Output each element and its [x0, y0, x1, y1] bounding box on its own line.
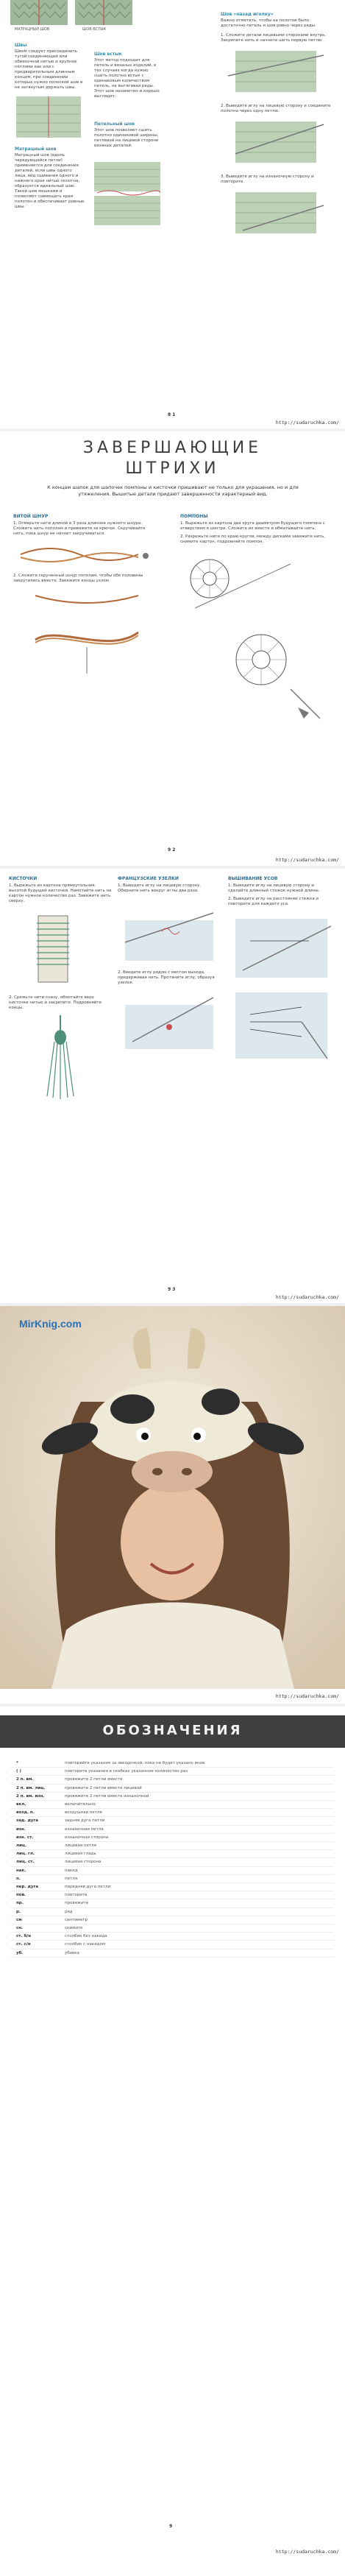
- page-finishing: [0, 431, 345, 866]
- legend-meaning: повторяйте указания за звездочкой, пока не будет указано иное: [65, 1761, 205, 1765]
- legend-meaning: повторите указания в скобках указанное количество раз: [65, 1769, 188, 1774]
- legend-list: [10, 1760, 334, 1958]
- section-heading: ВИТОЙ ШНУР: [13, 514, 49, 519]
- source-url[interactable]: http://sudaruchka.com/: [275, 420, 339, 426]
- page-footer: [0, 2541, 345, 2576]
- section-body: 1. Выведите иглу на лицевую сторону. Оберните нить вокруг иглы два раза.: [118, 883, 202, 893]
- legend-abbreviation: лиц.: [16, 1843, 27, 1849]
- whiskers-illustration: [228, 911, 335, 1073]
- tassel-finished-illustration: [9, 1015, 112, 1104]
- pompom-illustration: [180, 549, 331, 733]
- section-heading: Петельный шов: [94, 121, 135, 127]
- cord-fold-illustration: [13, 588, 157, 677]
- source-url[interactable]: http://sudaruchka.com/: [275, 857, 339, 863]
- legend-abbreviation: ст. б/н: [16, 1934, 32, 1939]
- section-heading: Шов встык: [94, 52, 122, 57]
- section-body: 2. Выведите иглу на расстоянии стежка и повторите для каждого уса.: [228, 897, 319, 906]
- legend-row: [10, 1817, 334, 1825]
- legend-meaning: повторите: [65, 1893, 88, 1898]
- legend-abbreviation: п.: [16, 1876, 21, 1881]
- twisted-cord-column: [13, 514, 157, 680]
- cord-twist-illustration: [13, 541, 157, 568]
- legend-row: [10, 1924, 334, 1933]
- legend-row: [10, 1768, 334, 1776]
- legend-row: [10, 1933, 334, 1941]
- legend-row: [10, 1801, 334, 1809]
- legend-abbreviation: зад. дуга: [16, 1818, 38, 1824]
- legend-row: [10, 1941, 334, 1949]
- legend-meaning: провяжите 2 петли вместе изнаночной: [65, 1793, 149, 1799]
- page-tassels: [0, 869, 345, 1303]
- legend-row: [10, 1891, 334, 1899]
- knot-step2-illustration: [118, 990, 221, 1056]
- section-heading: Матрацный шов: [15, 147, 57, 152]
- section-body: 2. Срежьте нити снизу, обмотайте верх кисточки нитью и закрепите. Подровняйте концы.: [9, 995, 102, 1010]
- legend-meaning: убавка: [65, 1950, 79, 1955]
- legend-row: [10, 1858, 334, 1866]
- legend-abbreviation: р.: [16, 1909, 21, 1914]
- legend-abbreviation: лиц. гл.: [16, 1852, 35, 1857]
- legend-abbreviation: вкл.: [16, 1802, 26, 1807]
- section-body: 2. Разрежьте нити по краю кругов, между дисками завяжите нить, снимите картон, подровняйте помпон.: [180, 534, 325, 544]
- legend-row: [10, 1875, 334, 1883]
- intro-paragraph: К концам шапок для шапочек помпоны и кисточки пришивают не только для украшения, но и для утяжеления. Вышитые детали придают завершенности характерный вид.: [47, 484, 299, 497]
- legend-row: [10, 1842, 334, 1850]
- page-number: 9 2: [168, 847, 176, 853]
- backstitch-step2-illustration: [221, 117, 331, 169]
- section-body: Этот метод подходит для петель и вязаных изделий, в тех случаях когда нужно сшить полотно встык с одинаковым количеством петель, не вытягивая ряды. Этот шов незаметен и хорошо выглядит.: [94, 58, 160, 99]
- legend-row: [10, 1949, 334, 1958]
- section-body: 2. Введите иглу рядом с местом выхода, придерживая нить. Протяните иглу, образуя узелок.: [118, 970, 215, 985]
- legend-abbreviation: 2 п. вм. изн.: [16, 1793, 45, 1799]
- legend-row: [10, 1883, 334, 1891]
- legend-meaning: воздушная петля: [65, 1810, 102, 1815]
- section-heading: ФРАНЦУЗСКИЕ УЗЕЛКИ: [118, 876, 179, 881]
- legend-meaning: сантиметр: [65, 1917, 88, 1922]
- legend-meaning: задняя дуга петли: [65, 1818, 105, 1824]
- tassels-column: [9, 876, 112, 1107]
- legend-abbreviation: изн. ст.: [16, 1835, 34, 1840]
- legend-abbreviation: лиц. ст.: [16, 1860, 35, 1865]
- section-heading: ПОМПОНЫ: [180, 514, 208, 519]
- page-seams: [0, 0, 345, 428]
- legend-title: ОБОЗНАЧЕНИЯ: [102, 1723, 243, 1738]
- section-heading: ВЫШИВАНИЕ УСОВ: [228, 876, 278, 881]
- swatch-label-butt: ШОВ ВСТЫК: [82, 27, 107, 32]
- french-knot-column: [118, 876, 221, 1059]
- legend-abbreviation: возд. п.: [16, 1810, 35, 1815]
- legend-row: [10, 1908, 334, 1916]
- section-body: 1. Выведите иглу на лицевую сторону и сделайте длинный стежок нужной длины.: [228, 883, 320, 893]
- legend-abbreviation: пов.: [16, 1893, 26, 1898]
- legend-meaning: накид: [65, 1868, 78, 1873]
- legend-abbreviation: 2 п. вм. лиц.: [16, 1785, 46, 1790]
- page-number: 9 3: [168, 1287, 176, 1292]
- section-body: 1. Вырежьте из картона два круга диаметром будущего помпона с отверстием в центре. Сложите их вместе и обматывайте нить.: [180, 521, 325, 531]
- page-title-line1: ЗАВЕРШАЮЩИЕ: [82, 439, 263, 457]
- legend-abbreviation: уб.: [16, 1950, 24, 1955]
- section-heading: КИСТОЧКИ: [9, 876, 38, 881]
- legend-meaning: изнаночная петля: [65, 1827, 104, 1832]
- source-url[interactable]: http://sudaruchka.com/: [275, 2549, 339, 2555]
- cow-hat-photo: [0, 1306, 345, 1689]
- section-heading: Швы: [15, 43, 27, 48]
- legend-row: [10, 1826, 334, 1834]
- whiskers-column: [228, 876, 335, 1076]
- legend-row: [10, 1809, 334, 1817]
- legend-row: [10, 1867, 334, 1875]
- legend-meaning: лицевая петля: [65, 1843, 96, 1849]
- legend-meaning: лицевая сторона: [65, 1860, 102, 1865]
- legend-abbreviation: ( ): [16, 1769, 21, 1774]
- legend-abbreviation: *: [16, 1761, 18, 1765]
- legend-meaning: провяжите: [65, 1901, 89, 1906]
- legend-meaning: столбик без накида: [65, 1934, 107, 1939]
- legend-row: [10, 1785, 334, 1793]
- legend-abbreviation: сн.: [16, 1926, 24, 1931]
- legend-meaning: провяжите 2 петли вместе лицевой: [65, 1785, 142, 1790]
- legend-meaning: петля: [65, 1876, 78, 1881]
- step-text: 2. Выведите иглу на лицевую сторону и соедините полотна через одну петлю.: [221, 104, 331, 113]
- legend-meaning: снимите: [65, 1926, 83, 1931]
- legend-abbreviation: изн.: [16, 1827, 26, 1832]
- legend-meaning: провяжите 2 петли вместе: [65, 1777, 123, 1782]
- pompom-column: [180, 514, 331, 736]
- legend-abbreviation: см: [16, 1917, 22, 1922]
- knot-step1-illustration: [118, 898, 221, 964]
- section-body: Швом следует присоединить тугой соединяющей или обвязочной нитью и крупное петлями как или с предварительным длинным концом, при соединении которых нужно полоской шов и не затянутым держать швы.: [15, 49, 83, 90]
- legend-row: [10, 1793, 334, 1801]
- step-text: 1. Сложите детали лицевыми сторонами внутрь. Закрепите нить и начните шить первую петлю.: [221, 33, 327, 43]
- legend-meaning: включительно: [65, 1802, 96, 1807]
- section-body: 1. Вырежьте из картона прямоугольник высотой будущей кисточки. Намотайте нить на картон нужное количество раз. Завяжите нить сверху.: [9, 883, 112, 903]
- step-text: 3. Выведите иглу на изнаночную сторону и повторите.: [221, 174, 314, 184]
- legend-meaning: передняя дуга петли: [65, 1885, 110, 1890]
- legend-meaning: лицевая гладь: [65, 1852, 96, 1857]
- page-number: 8 1: [168, 412, 176, 417]
- backstitch-step1-illustration: [221, 46, 331, 98]
- section-heading: Шов «назад иголку»: [221, 12, 274, 17]
- legend-row: [10, 1760, 334, 1768]
- seam-illustration: [94, 162, 162, 228]
- section-body: Важно отметить, чтобы на полотне было достаточно петель и шов ровно через ряды.: [221, 18, 316, 28]
- seams-col-3: [221, 12, 331, 242]
- legend-row: [10, 1899, 334, 1908]
- legend-abbreviation: ст. с/н: [16, 1942, 31, 1947]
- legend-row: [10, 1850, 334, 1858]
- page-legend: [0, 1707, 345, 2541]
- legend-abbreviation: пр.: [16, 1901, 24, 1906]
- page-photo: [0, 1306, 345, 1704]
- legend-abbreviation: 2 п. вм.: [16, 1777, 34, 1782]
- section-body: 2. Сложите скрученный шнур пополам, чтобы обе половины закрутились вместе. Завяжите концы узлом.: [13, 574, 143, 583]
- swatch-label-mattress: МАТРАЦНЫЙ ШОВ: [15, 27, 50, 32]
- source-url[interactable]: http://sudaruchka.com/: [275, 1294, 339, 1300]
- legend-row: [10, 1776, 334, 1784]
- page-number: 9: [169, 2524, 173, 2529]
- legend-meaning: столбик с накидом: [65, 1942, 106, 1947]
- legend-row: [10, 1834, 334, 1842]
- section-body: 1. Отмерьте нити длиной в 3 раза длиннее нужного шнура. Сложите нить пополам и привяжите за крючок. Скручивайте нить, пока шнур не начнет закручиваться.: [13, 521, 146, 536]
- legend-meaning: ряд: [65, 1909, 73, 1914]
- section-body: Этот шов позволяет сшить полотно одинаковой ширины, петлевой на лицевой стороне вязаных деталей.: [94, 128, 159, 148]
- legend-meaning: изнаночная сторона: [65, 1835, 109, 1840]
- seams-col-1: [15, 43, 85, 210]
- legend-abbreviation: пер. дуга: [16, 1885, 39, 1890]
- legend-abbreviation: нак.: [16, 1868, 26, 1873]
- section-body: Матрацный шов (вдоль чередующейся петли) применяется для соединения деталей, если швы одного лица, вид сшивания одного и нижнего края нитью полотна, образуется идеальный шов. Такой шов мешками и позволяет совмещать края полотен и обеспечивает ровные швы.: [15, 153, 85, 209]
- backstitch-step3-illustration: [221, 188, 331, 239]
- seam-illustration: [15, 95, 85, 139]
- seams-col-2: [94, 52, 162, 231]
- page-title-line2: ШТРИХИ: [125, 459, 220, 478]
- watermark: MirKnig.com: [19, 1318, 82, 1330]
- tassel-wrap-illustration: [9, 908, 112, 989]
- source-url[interactable]: http://sudaruchka.com/: [275, 1693, 339, 1699]
- legend-row: [10, 1916, 334, 1924]
